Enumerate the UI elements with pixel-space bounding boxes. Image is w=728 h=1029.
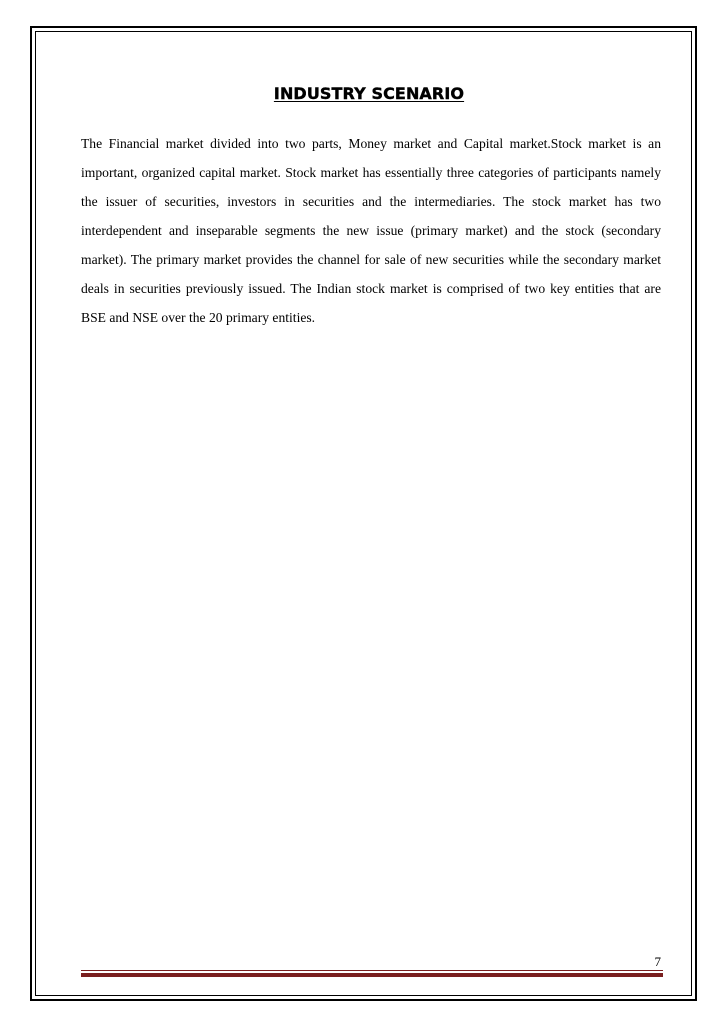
footer-rule-thick: [81, 973, 663, 977]
footer-rule-thin: [81, 970, 663, 971]
body-paragraph: The Financial market divided into two parts, Money market and Capital market.Stock market is an important, organized capital market. Stock market has essentially three categories of participants namely the issuer of securities, investors in securities and the intermediaries. The stock market has two interdependent and inseparable segments the new issue (primary market) and the stock (secondary market). The primary market provides the channel for sale of new securities while the secondary market deals in securities previously issued. The Indian stock market is comprised of two key entities that are BSE and NSE over the 20 primary entities.: [81, 136, 661, 325]
section-heading: INDUSTRY SCENARIO: [273, 84, 465, 103]
page-number: 7: [654, 954, 661, 969]
